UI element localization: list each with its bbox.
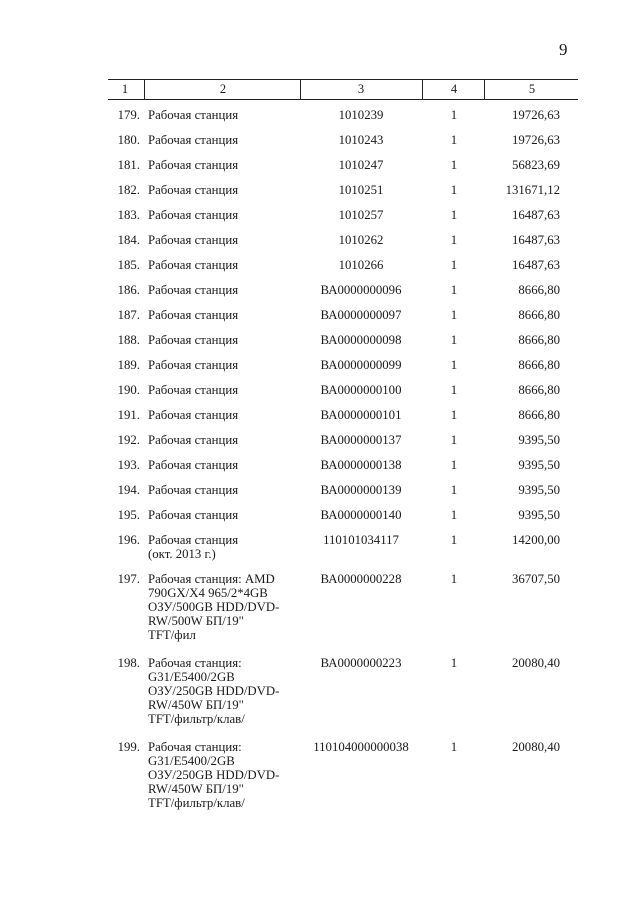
row-price: 19726,63: [512, 133, 560, 147]
row-name: Рабочая станция: G31/E5400/2GB ОЗУ/250GB HDD/DVD- RW/450W БП/19" TFT/фильтр/клав/: [148, 656, 280, 726]
row-inventory-code: 1010262: [338, 233, 384, 247]
table-row: [108, 203, 578, 228]
row-quantity: 1: [450, 408, 458, 422]
row-quantity: 1: [450, 108, 458, 122]
row-inventory-code: 1010257: [338, 208, 384, 222]
row-price: 9395,50: [518, 433, 560, 447]
row-quantity: 1: [450, 572, 458, 586]
header-col-5: 5: [528, 82, 536, 96]
row-name: Рабочая станция: [148, 258, 239, 272]
table-row: [108, 153, 578, 178]
row-number: 182.: [117, 183, 140, 197]
row-name: Рабочая станция: [148, 108, 239, 122]
row-inventory-code: ВА0000000137: [320, 433, 402, 447]
row-quantity: 1: [450, 258, 458, 272]
row-price: 131671,12: [505, 183, 560, 197]
row-price: 9395,50: [518, 458, 560, 472]
row-inventory-code: 1010247: [338, 158, 384, 172]
row-inventory-code: 110101034117: [323, 533, 399, 547]
row-quantity: 1: [450, 508, 458, 522]
table-row: [108, 428, 578, 453]
row-price: 8666,80: [518, 308, 560, 322]
row-quantity: 1: [450, 133, 458, 147]
row-number: 190.: [117, 383, 140, 397]
row-name: Рабочая станция: G31/E5400/2GB ОЗУ/250GB HDD/DVD- RW/450W БП/19" TFT/фильтр/клав/: [148, 740, 280, 810]
row-number: 195.: [117, 508, 140, 522]
row-name: Рабочая станция: [148, 308, 239, 322]
row-inventory-code: 110104000000038: [313, 740, 409, 754]
table-row: [108, 303, 578, 328]
row-inventory-code: 1010251: [338, 183, 384, 197]
row-name: Рабочая станция: [148, 183, 239, 197]
row-name: Рабочая станция: [148, 483, 239, 497]
row-name: Рабочая станция: AMD 790GX/X4 965/2*4GB ОЗУ/500GB HDD/DVD- RW/500W БП/19" TFT/фил: [148, 572, 280, 642]
row-name: Рабочая станция: [148, 508, 239, 522]
row-quantity: 1: [450, 458, 458, 472]
row-inventory-code: ВА0000000228: [320, 572, 402, 586]
row-quantity: 1: [450, 308, 458, 322]
table-row: [108, 103, 578, 128]
row-number: 192.: [117, 433, 140, 447]
row-number: 198.: [117, 656, 140, 670]
row-number: 187.: [117, 308, 140, 322]
row-quantity: 1: [450, 233, 458, 247]
row-number: 183.: [117, 208, 140, 222]
row-number: 179.: [117, 108, 140, 122]
row-number: 181.: [117, 158, 140, 172]
table-row: [108, 651, 578, 735]
row-inventory-code: ВА0000000098: [320, 333, 402, 347]
table-row: [108, 353, 578, 378]
row-inventory-code: ВА0000000140: [320, 508, 402, 522]
table-row: [108, 278, 578, 303]
row-name: Рабочая станция (окт. 2013 г.): [148, 533, 239, 561]
row-inventory-code: 1010239: [338, 108, 384, 122]
row-price: 14200,00: [512, 533, 560, 547]
table-row: [108, 503, 578, 528]
row-inventory-code: ВА0000000096: [320, 283, 402, 297]
row-number: 188.: [117, 333, 140, 347]
row-inventory-code: ВА0000000097: [320, 308, 402, 322]
row-number: 199.: [117, 740, 140, 754]
row-name: Рабочая станция: [148, 158, 239, 172]
row-inventory-code: 1010243: [338, 133, 384, 147]
row-name: Рабочая станция: [148, 433, 239, 447]
row-name: Рабочая станция: [148, 333, 239, 347]
row-inventory-code: ВА0000000138: [320, 458, 402, 472]
row-name: Рабочая станция: [148, 133, 239, 147]
table-row: [108, 228, 578, 253]
row-number: 185.: [117, 258, 140, 272]
row-name: Рабочая станция: [148, 383, 239, 397]
row-price: 20080,40: [512, 740, 560, 754]
row-quantity: 1: [450, 158, 458, 172]
row-price: 8666,80: [518, 283, 560, 297]
row-inventory-code: ВА0000000223: [320, 656, 402, 670]
row-number: 196.: [117, 533, 140, 547]
table-row: [108, 735, 578, 819]
row-number: 186.: [117, 283, 140, 297]
row-number: 184.: [117, 233, 140, 247]
row-inventory-code: ВА0000000139: [320, 483, 402, 497]
row-name: Рабочая станция: [148, 458, 239, 472]
table-body: [108, 103, 578, 819]
row-price: 8666,80: [518, 383, 560, 397]
table-row: [108, 567, 578, 651]
row-name: Рабочая станция: [148, 233, 239, 247]
table-row: [108, 453, 578, 478]
row-quantity: 1: [450, 740, 458, 754]
row-number: 197.: [117, 572, 140, 586]
table-row: [108, 128, 578, 153]
page-number: 9: [559, 40, 568, 59]
table-row: [108, 403, 578, 428]
row-price: 20080,40: [512, 656, 560, 670]
row-price: 9395,50: [518, 483, 560, 497]
table-row: [108, 178, 578, 203]
row-inventory-code: ВА0000000100: [320, 383, 402, 397]
row-name: Рабочая станция: [148, 408, 239, 422]
row-name: Рабочая станция: [148, 358, 239, 372]
row-number: 194.: [117, 483, 140, 497]
table-row: [108, 528, 578, 567]
row-name: Рабочая станция: [148, 208, 239, 222]
row-price: 8666,80: [518, 333, 560, 347]
row-number: 189.: [117, 358, 140, 372]
row-quantity: 1: [450, 333, 458, 347]
row-quantity: 1: [450, 533, 458, 547]
row-price: 36707,50: [512, 572, 560, 586]
table-row: [108, 478, 578, 503]
row-quantity: 1: [450, 656, 458, 670]
header-col-1: 1: [121, 82, 129, 96]
header-col-4: 4: [450, 82, 458, 96]
row-inventory-code: ВА0000000101: [320, 408, 402, 422]
row-quantity: 1: [450, 433, 458, 447]
table-header: [108, 79, 578, 100]
table-row: [108, 378, 578, 403]
row-price: 8666,80: [518, 408, 560, 422]
row-name: Рабочая станция: [148, 283, 239, 297]
row-price: 9395,50: [518, 508, 560, 522]
row-quantity: 1: [450, 208, 458, 222]
row-price: 56823,69: [512, 158, 560, 172]
row-quantity: 1: [450, 358, 458, 372]
row-number: 180.: [117, 133, 140, 147]
row-price: 8666,80: [518, 358, 560, 372]
row-quantity: 1: [450, 283, 458, 297]
row-inventory-code: ВА0000000099: [320, 358, 402, 372]
row-inventory-code: 1010266: [338, 258, 384, 272]
row-number: 193.: [117, 458, 140, 472]
row-price: 16487,63: [512, 258, 560, 272]
row-price: 16487,63: [512, 208, 560, 222]
row-price: 16487,63: [512, 233, 560, 247]
table-row: [108, 328, 578, 353]
table-row: [108, 253, 578, 278]
row-quantity: 1: [450, 383, 458, 397]
row-quantity: 1: [450, 483, 458, 497]
header-col-2: 2: [219, 82, 227, 96]
row-quantity: 1: [450, 183, 458, 197]
header-col-3: 3: [357, 82, 365, 96]
row-number: 191.: [117, 408, 140, 422]
row-price: 19726,63: [512, 108, 560, 122]
